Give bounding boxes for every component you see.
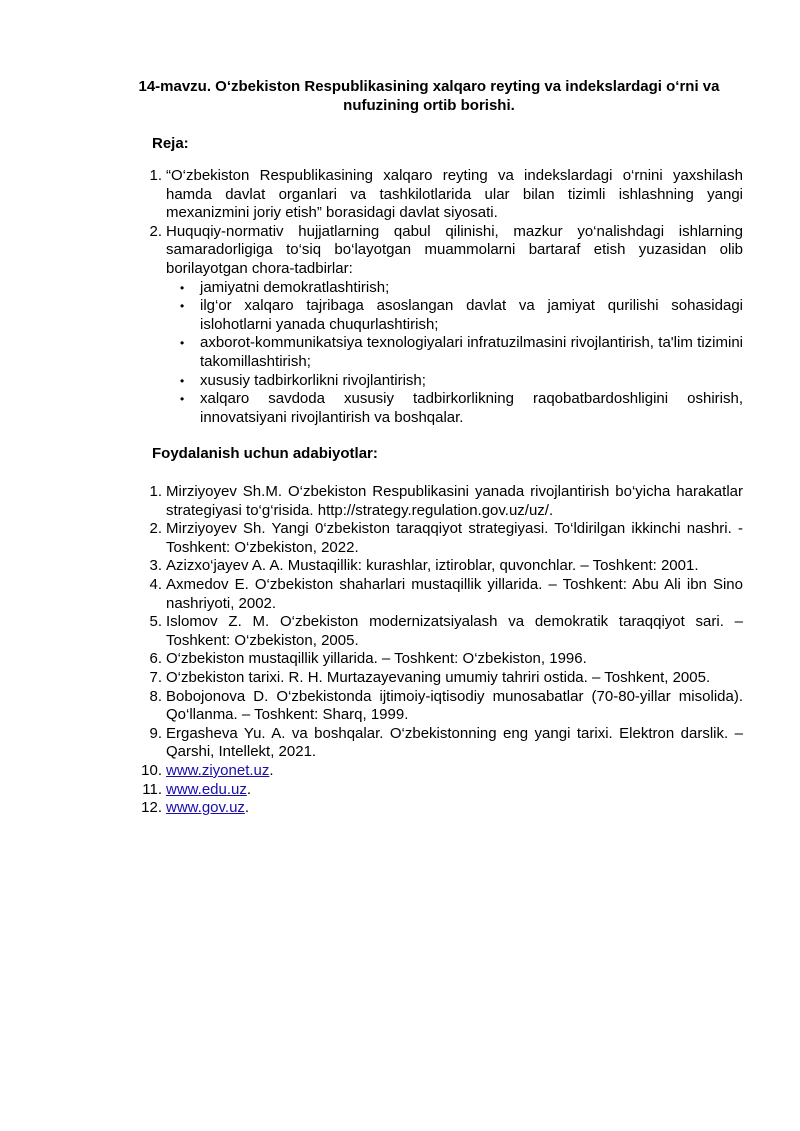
reference-text: Ergasheva Yu. A. va boshqalar. O‘zbekistonning eng yangi tarixi. Elektron darslik. – Qarshi, Intellekt, 2021.: [166, 724, 743, 761]
bullet-text: axborot-kommunikatsiya texnologiyalari infratuzilmasini rivojlantirish, ta'lim tizimini takomillashtirish;: [200, 334, 743, 370]
reference-item: [138, 557, 743, 576]
list-item: [166, 279, 743, 298]
edu-link[interactable]: www.edu.uz: [166, 780, 247, 798]
reference-item: [138, 762, 743, 781]
list-item: [166, 297, 743, 334]
bullet-icon: •: [180, 280, 185, 295]
list-item: [166, 390, 743, 427]
list-number: 7.: [149, 668, 162, 686]
link-suffix: .: [244, 799, 250, 817]
list-number: 1.: [149, 167, 162, 184]
bullet-icon: •: [180, 299, 185, 314]
bullet-text: ilg‘or xalqaro tajribaga asoslangan davlat va jamiyat qurilishi sohasidagi islohotlarni yanada chuqurlashtirish;: [200, 297, 743, 333]
reference-item: [138, 725, 743, 762]
reference-item: [138, 613, 743, 650]
plan-item-text: “O‘zbekiston Respublikasining xalqaro reyting va indekslardagi o‘rnini yaxshilash hamda davlat organlari va tashkilotlarida ular bilan tizimli ishlashning yangi mexanizmini joriy etish” borasidagi davlat siyosati.: [166, 167, 743, 222]
list-item: [166, 334, 743, 371]
page-title: 14-mavzu. O‘zbekiston Respublikasining xalqaro reyting va indekslardagi o‘rni va nufuzining ortib borishi.: [138, 78, 720, 114]
bullet-icon: •: [180, 373, 185, 388]
list-number: 9.: [149, 724, 162, 742]
list-number: 5.: [149, 613, 162, 631]
reference-text: Islomov Z. M. O‘zbekiston modernizatsiyalash va demokratik taraqqiyot sari. – Toshkent: O‘zbekiston, 2005.: [166, 613, 743, 649]
link-suffix: .: [246, 780, 252, 798]
reference-text: Bobojonova D. O‘zbekistonda ijtimoiy-iqtisodiy munosabatlar (70-80-yillar misolida). Qo‘llanma. – Toshkent: Sharq, 1999.: [166, 687, 743, 724]
list-number: 3.: [149, 557, 162, 575]
list-number: 2.: [149, 520, 162, 538]
reference-item: [138, 650, 743, 669]
reference-text: Mirziyoyev Sh.M. O‘zbekiston Respublikasini yanada rivojlantirish bo‘yicha harakatlar strategiyasi to‘g‘risida. http://strategy.regulation.gov.uz/uz/.: [166, 483, 743, 519]
reference-text: O‘zbekiston tarixi. R. H. Murtazayevaning umumiy tahriri ostida. – Toshkent, 2005.: [166, 668, 711, 686]
reference-item: [138, 669, 743, 688]
reference-item: [138, 576, 743, 613]
gov-link[interactable]: www.gov.uz: [166, 799, 245, 817]
references-heading: Foydalanish uchun adabiyotlar:: [152, 445, 378, 462]
list-number: 4.: [149, 575, 162, 593]
reference-text: Axmedov E. O‘zbekiston shaharlari mustaqillik yillarida. – Toshkent: Abu Ali ibn Sino nashriyoti, 2002.: [166, 575, 743, 612]
reference-item: [138, 688, 743, 725]
plan-item: [138, 223, 743, 428]
list-item: [166, 372, 743, 391]
reference-item: [138, 483, 743, 520]
bullet-icon: •: [180, 392, 185, 407]
list-number: 8.: [149, 687, 162, 705]
list-number: 12.: [141, 799, 162, 817]
list-number: 10.: [141, 761, 162, 779]
references-list: [138, 483, 743, 818]
bullet-list: [166, 279, 743, 428]
plan-list: [138, 167, 743, 427]
plan-item: [138, 167, 743, 223]
list-number: 6.: [149, 650, 162, 668]
bullet-icon: •: [180, 336, 185, 351]
bullet-text: xususiy tadbirkorlikni rivojlantirish;: [200, 371, 426, 389]
reference-text: Mirziyoyev Sh. Yangi 0‘zbekiston taraqqiyot strategiyasi. To‘ldirilgan ikkinchi nashri. - Toshkent: O‘zbekiston, 2022.: [166, 520, 743, 556]
bullet-text: jamiyatni demokratlashtirish;: [200, 278, 390, 296]
list-number: 2.: [149, 222, 162, 240]
reference-text: O‘zbekiston mustaqillik yillarida. – Toshkent: O‘zbekiston, 1996.: [166, 650, 587, 668]
reference-item: [138, 520, 743, 557]
list-number: 11.: [142, 780, 162, 798]
bullet-text: xalqaro savdoda xususiy tadbirkorlikning raqobatbardoshligini oshirish, innovatsiyani rivojlantirish va boshqalar.: [200, 390, 743, 426]
reference-item: [138, 781, 743, 800]
ziyonet-link[interactable]: www.ziyonet.uz: [166, 761, 270, 779]
list-number: 1.: [149, 483, 162, 500]
plan-heading: Reja:: [152, 135, 189, 152]
plan-item-text: Huquqiy-normativ hujjatlarning qabul qilinishi, mazkur yo‘nalishdagi ishlarning samaradorligiga to‘siq bo‘layotgan muammolarni bartaraf etish yuzasidan olib borilayotgan chora-tadbirlar:: [166, 222, 743, 277]
link-suffix: .: [269, 761, 274, 779]
reference-item: [138, 799, 743, 818]
reference-text: Azizxo‘jayev A. A. Mustaqillik: kurashlar, iztiroblar, quvonchlar. – Toshkent: 2001.: [166, 557, 699, 575]
